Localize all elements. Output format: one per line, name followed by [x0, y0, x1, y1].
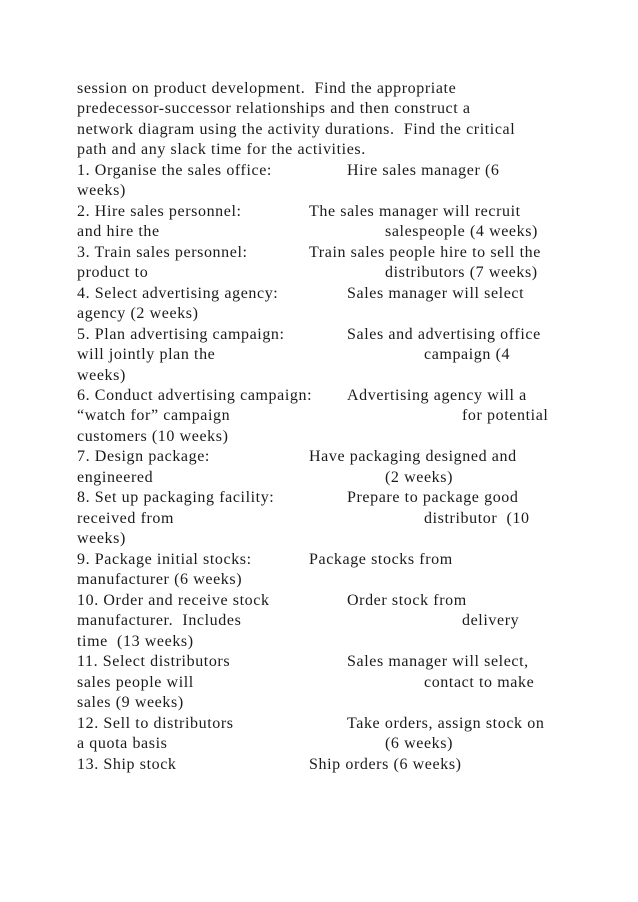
activity-description: Ship orders (6 weeks): [309, 756, 462, 773]
activity-name: 11. Select distributors: [77, 653, 231, 670]
activity-description: Prepare to package good: [347, 489, 519, 506]
activity-description: “watch for” campaign: [77, 407, 231, 424]
activity-description: sales people will: [77, 674, 194, 691]
activity-description: weeks): [77, 367, 126, 384]
activity-name: 12. Sell to distributors: [77, 715, 234, 732]
activity-name: 13. Ship stock: [77, 756, 177, 773]
activity-description: Sales manager will select: [347, 285, 525, 302]
intro-line: network diagram using the activity durations. Find the critical: [77, 121, 516, 138]
activity-description: manufacturer. Includes: [77, 612, 242, 629]
activity-description: (6 weeks): [385, 735, 454, 752]
activity-name: 9. Package initial stocks:: [77, 551, 252, 568]
activity-description: weeks): [77, 182, 126, 199]
activity-description: salespeople (4 weeks): [385, 223, 538, 240]
activity-name: 8. Set up packaging facility:: [77, 489, 275, 506]
activity-description: Advertising agency will a: [347, 387, 527, 404]
activity-description: Package stocks from: [309, 551, 453, 568]
activity-description: (2 weeks): [385, 469, 454, 486]
activity-description: Take orders, assign stock on: [347, 715, 545, 732]
activity-description: for potential: [462, 407, 549, 424]
activity-description: manufacturer (6 weeks): [77, 571, 243, 588]
activity-description: a quota basis: [77, 735, 168, 752]
activity-description: will jointly plan the: [77, 346, 216, 363]
activity-description: Sales manager will select,: [347, 653, 529, 670]
activity-description: Train sales people hire to sell the: [309, 244, 541, 261]
activity-description: distributors (7 weeks): [385, 264, 538, 281]
activity-name: 6. Conduct advertising campaign:: [77, 387, 313, 404]
activity-name: 5. Plan advertising campaign:: [77, 326, 285, 343]
intro-line: path and any slack time for the activities.: [77, 141, 366, 158]
activity-description: Hire sales manager (6: [347, 162, 500, 179]
activity-description: distributor (10: [424, 510, 530, 527]
activity-description: Order stock from: [347, 592, 467, 609]
intro-line: predecessor-successor relationships and then construct a: [77, 100, 471, 117]
activity-name: 7. Design package:: [77, 448, 210, 465]
activity-name: 1. Organise the sales office:: [77, 162, 272, 179]
activity-description: delivery: [462, 612, 520, 629]
activity-description: The sales manager will recruit: [309, 203, 521, 220]
activity-description: Sales and advertising office: [347, 326, 541, 343]
activity-name: 3. Train sales personnel:: [77, 244, 248, 261]
activity-description: sales (9 weeks): [77, 694, 184, 711]
activity-name: 4. Select advertising agency:: [77, 285, 279, 302]
activity-description: engineered: [77, 469, 154, 486]
activity-description: received from: [77, 510, 175, 527]
activity-description: weeks): [77, 530, 126, 547]
activity-description: agency (2 weeks): [77, 305, 199, 322]
activity-name: 10. Order and receive stock: [77, 592, 270, 609]
activity-description: product to: [77, 264, 149, 281]
activity-description: time (13 weeks): [77, 633, 194, 650]
activity-description: and hire the: [77, 223, 160, 240]
activity-description: contact to make: [424, 674, 535, 691]
activity-description: campaign (4: [424, 346, 511, 363]
activity-description: Have packaging designed and: [309, 448, 517, 465]
activity-name: 2. Hire sales personnel:: [77, 203, 242, 220]
activity-description: customers (10 weeks): [77, 428, 229, 445]
intro-line: session on product development. Find the appropriate: [77, 80, 457, 97]
